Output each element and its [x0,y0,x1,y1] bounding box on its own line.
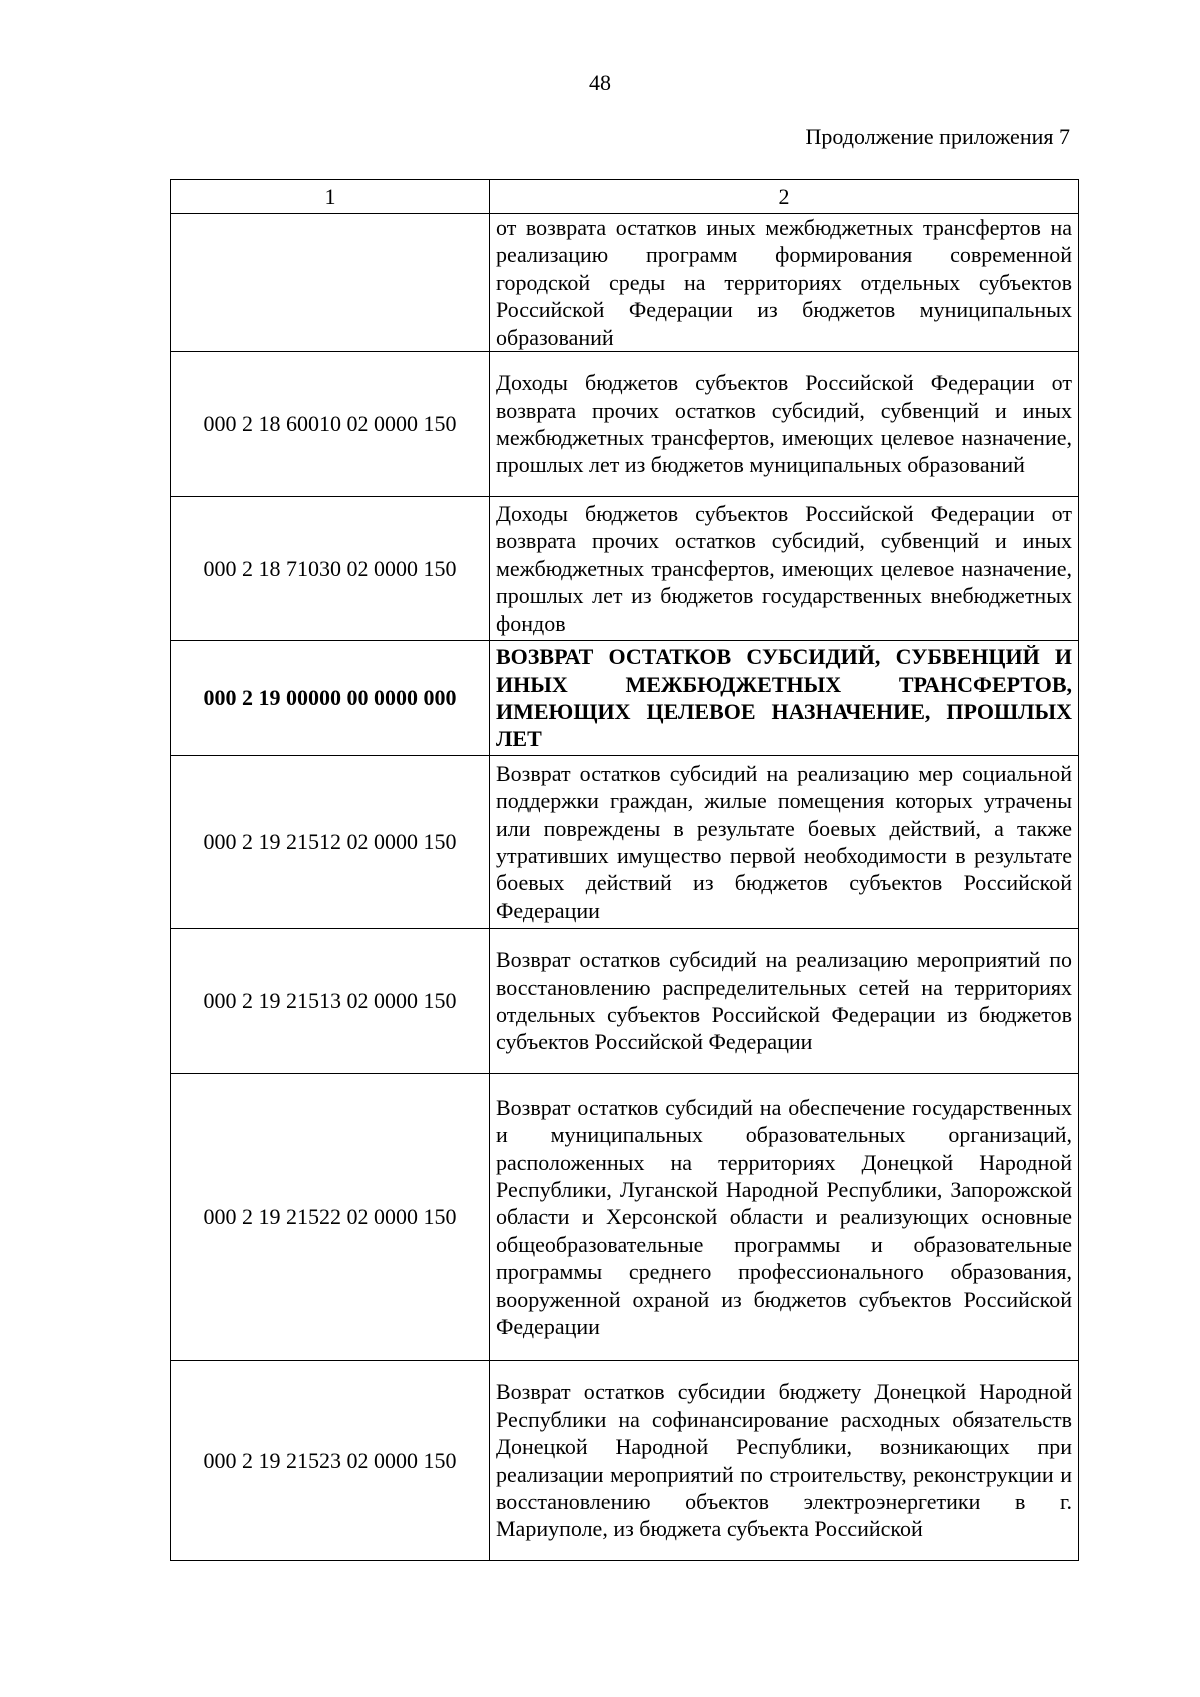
row-description: Возврат остатков субсидий на обеспечение государственных и муниципальных образовательных организаций, расположенных на территориях Донецкой Народной Республики, Луганской Народной Республики, Запорожской области и Херсонской области и реализующих основные общеобразовательные программы и образовательные программы среднего профессионального образования, вооруженной охраной из бюджетов субъектов Российской Федерации [490,1074,1079,1361]
table-row [171,214,1079,352]
column-header-description: 2 [490,180,1079,214]
row-description: от возврата остатков иных межбюджетных трансфертов на реализацию программ формирования современной городской среды на территориях отдельных субъектов Российской Федерации из бюджетов муниципальных образований [490,214,1079,352]
table-row [171,497,1079,641]
income-codes-table [170,179,1079,1561]
row-code: 000 2 19 21522 02 0000 150 [171,1074,490,1361]
row-code: 000 2 18 60010 02 0000 150 [171,352,490,497]
section-code: 000 2 19 00000 00 0000 000 [171,641,490,756]
table-row [171,1074,1079,1361]
table-row [171,756,1079,929]
column-header-code: 1 [171,180,490,214]
row-code [171,214,490,352]
row-description: Возврат остатков субсидии бюджету Донецкой Народной Республики на софинансирование расходных обязательств Донецкой Народной Республики, возникающих при реализации мероприятий по строительству, реконструкции и восстановлению объектов электроэнергетики в г. Мариуполе, из бюджета субъекта Российской [490,1361,1079,1561]
row-code: 000 2 19 21523 02 0000 150 [171,1361,490,1561]
table-header-row [171,180,1079,214]
row-code: 000 2 19 21513 02 0000 150 [171,929,490,1074]
section-title: ВОЗВРАТ ОСТАТКОВ СУБСИДИЙ, СУБВЕНЦИЙ И ИНЫХ МЕЖБЮДЖЕТНЫХ ТРАНСФЕРТОВ, ИМЕЮЩИХ ЦЕЛЕВОЕ НАЗНАЧЕНИЕ, ПРОШЛЫХ ЛЕТ [490,641,1079,756]
table-row [171,352,1079,497]
row-description: Возврат остатков субсидий на реализацию мероприятий по восстановлению распределительных сетей на территориях отдельных субъектов Российской Федерации из бюджетов субъектов Российской Федерации [490,929,1079,1074]
row-description: Доходы бюджетов субъектов Российской Федерации от возврата прочих остатков субсидий, субвенций и иных межбюджетных трансфертов, имеющих целевое назначение, прошлых лет из бюджетов государственных внебюджетных фондов [490,497,1079,641]
table-row [171,929,1079,1074]
row-description: Доходы бюджетов субъектов Российской Федерации от возврата прочих остатков субсидий, субвенций и иных межбюджетных трансфертов, имеющих целевое назначение, прошлых лет из бюджетов муниципальных образований [490,352,1079,497]
appendix-continuation-label: Продолжение приложения 7 [805,124,1070,149]
row-description: Возврат остатков субсидий на реализацию мер социальной поддержки граждан, жилые помещения которых утрачены или повреждены в результате боевых действий, а также утративших имущество первой необходимости в результате боевых действий из бюджетов субъектов Российской Федерации [490,756,1079,929]
table-row [171,1361,1079,1561]
row-code: 000 2 18 71030 02 0000 150 [171,497,490,641]
table-row-section [171,641,1079,756]
page-number: 48 [589,70,611,95]
row-code: 000 2 19 21512 02 0000 150 [171,756,490,929]
